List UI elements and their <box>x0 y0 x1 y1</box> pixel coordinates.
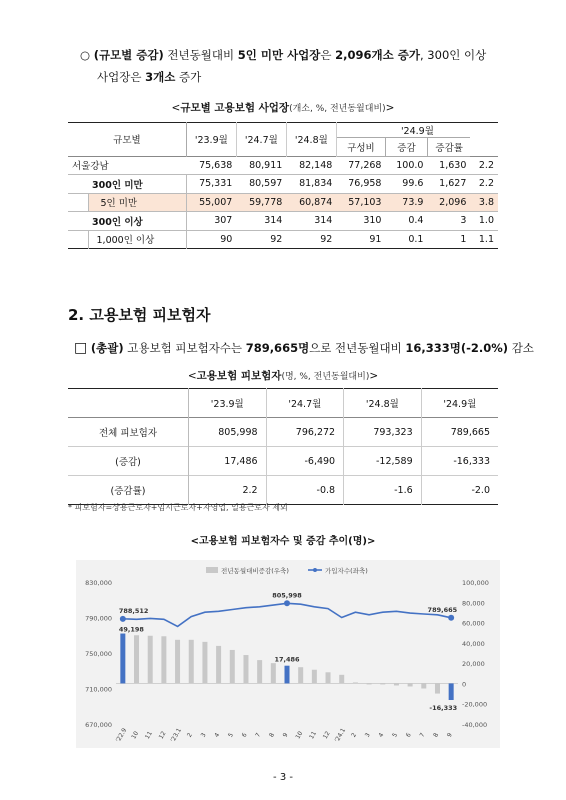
table-footnote: * 피보험자=상용근로자+임시근로자+자영업, 일용근로자 제외 <box>68 503 288 512</box>
y-right-tick-label: -20,000 <box>462 700 488 709</box>
x-tick-label: 7 <box>254 731 263 739</box>
chart-bar <box>243 655 248 683</box>
summary-bullet: ○ (규모별 증감) 전년동월대비 5인 미만 사업장은 2,096개소 증가, 300인 이상 사업장은 3개소 증가 <box>80 48 487 84</box>
chart-bar <box>298 667 303 683</box>
line-point <box>284 600 290 606</box>
row-label: (증감률) <box>68 476 189 505</box>
chart-bar <box>339 675 344 684</box>
y-left-tick-label: 750,000 <box>85 650 112 658</box>
line-point <box>120 616 126 622</box>
chart-bar <box>326 672 331 683</box>
chart-bar <box>189 640 194 684</box>
legend-label: 가입자수(좌축) <box>325 567 368 575</box>
table-row: 300인 이상 307 314 314 310 0.4 3 1.0 <box>68 212 498 231</box>
business-size-table <box>68 122 498 249</box>
x-tick-label: 5 <box>391 731 400 739</box>
y-left-tick-label: 710,000 <box>85 685 112 694</box>
checkbox-square-icon: □ <box>74 340 88 356</box>
x-tick-label: 10 <box>130 730 141 741</box>
table-row-highlight: 5인 미만 55,007 59,778 60,874 57,103 73.9 2,096 3.8 <box>68 193 498 212</box>
x-tick-label: 8 <box>432 731 441 739</box>
table-header: '24.9월 <box>336 123 498 138</box>
chart-bar <box>312 670 317 684</box>
legend-swatch-bar <box>206 567 218 573</box>
chart-bar <box>148 636 153 684</box>
x-tick-label: 4 <box>377 731 386 739</box>
table-row: 서울강남 75,638 80,911 82,148 77,268 100.0 1,630 2.2 <box>68 156 498 175</box>
x-tick-label: 3 <box>363 731 372 739</box>
chart-bar <box>271 663 276 683</box>
chart-bar <box>394 683 399 685</box>
insured-table <box>68 388 498 505</box>
x-tick-label: 11 <box>308 730 319 741</box>
chart-bar <box>380 683 385 684</box>
table-row: 300인 미만 75,331 80,597 81,834 76,958 99.6 1,627 2.2 <box>68 175 498 194</box>
chart-bar <box>421 683 426 688</box>
data-label: 805,998 <box>272 591 302 600</box>
chart-bar <box>435 683 440 693</box>
table2-caption: <고용보험 피보험자(명, %, 전년동월대비)> <box>187 370 379 382</box>
x-tick-label: 2 <box>350 731 359 739</box>
data-label: -16,333 <box>429 703 458 712</box>
x-tick-label: 12 <box>157 730 168 741</box>
x-tick-label: 9 <box>281 731 290 739</box>
row-label: 서울강남 <box>72 161 109 173</box>
table-row: 1,000인 이상 90 92 92 91 0.1 1 1.1 <box>68 230 498 249</box>
chart-caption: <고용보험 피보험자수 및 증감 추이(명)> <box>190 536 376 547</box>
chart-bar <box>257 660 262 683</box>
y-right-tick-label: 100,000 <box>462 579 489 587</box>
chart-bar <box>161 636 166 683</box>
x-tick-label: 11 <box>143 730 154 741</box>
table-row: (증감률) 2.2 -0.8 -1.6 -2.0 <box>68 476 498 505</box>
row-label: 1,000인 이상 <box>88 230 186 249</box>
x-tick-label: 4 <box>213 731 222 739</box>
table-header: 구성비 <box>336 138 385 157</box>
data-label: 789,665 <box>427 605 458 614</box>
circle-bullet-icon: ○ <box>80 48 91 62</box>
y-left-tick-label: 670,000 <box>85 721 112 729</box>
data-label: 49,198 <box>118 625 144 634</box>
chart-bar <box>120 634 125 684</box>
x-tick-label: '24.1 <box>333 726 348 744</box>
y-right-tick-label: 0 <box>462 680 467 689</box>
x-tick-label: 6 <box>404 731 413 739</box>
y-right-tick-label: 20,000 <box>462 660 485 669</box>
x-tick-label: 10 <box>294 730 305 741</box>
chart-bar <box>134 635 139 683</box>
y-right-tick-label: -40,000 <box>462 721 488 729</box>
chart-bar <box>230 650 235 683</box>
y-right-tick-label: 60,000 <box>462 619 485 628</box>
data-label: 17,486 <box>274 655 300 664</box>
x-tick-label: 5 <box>226 731 235 739</box>
summary-line: □ (총괄) 고용보험 피보험자수는 789,665명으로 전년동월대비 16,333명(-2.0%) 감소 <box>74 340 534 356</box>
row-label: 5인 미만 <box>88 193 186 212</box>
section-title: 2. 고용보험 피보험자 <box>68 306 211 324</box>
y-left-tick-label: 790,000 <box>85 614 112 623</box>
x-tick-label: '23.1 <box>169 726 184 744</box>
table1-caption: <규모별 고용보험 사업장(개소, %, 전년동월대비)> <box>171 102 395 114</box>
x-tick-label: 2 <box>185 731 194 739</box>
table-header: '23.9월 <box>186 123 236 157</box>
x-tick-label: 8 <box>268 731 277 739</box>
y-right-tick-label: 40,000 <box>462 639 485 648</box>
y-right-tick-label: 80,000 <box>462 599 485 608</box>
table-header: 규모별 <box>68 123 186 157</box>
x-tick-label: 7 <box>418 731 427 739</box>
table-header: '24.7월 <box>266 389 344 418</box>
x-tick-label: 6 <box>240 731 249 739</box>
table-header: 증감 <box>385 138 427 157</box>
row-label: (증감) <box>68 447 189 476</box>
row-label: 300인 이상 <box>88 212 186 231</box>
chart-svg <box>76 560 500 748</box>
series-line <box>123 603 451 626</box>
legend-label: 전년동월대비증감(우축) <box>221 567 289 575</box>
table-header: '24.8월 <box>344 389 422 418</box>
table-header: '24.8월 <box>286 123 336 157</box>
row-label: 전체 피보험자 <box>68 418 189 447</box>
insured-trend-chart <box>76 560 500 748</box>
legend-swatch-point <box>313 568 317 572</box>
page-number: - 3 - <box>273 772 293 783</box>
chart-bar <box>353 682 358 683</box>
table-header: 증감률 <box>427 138 470 157</box>
x-tick-label: 9 <box>445 731 454 739</box>
chart-bar <box>449 683 454 700</box>
table-header: '24.7월 <box>236 123 286 157</box>
chart-bar <box>216 646 221 684</box>
x-tick-label: 12 <box>321 730 332 741</box>
chart-bar <box>202 642 207 684</box>
chart-bar <box>285 666 290 684</box>
x-tick-label: '22.9 <box>114 726 129 744</box>
data-label: 788,512 <box>118 606 149 615</box>
y-left-tick-label: 830,000 <box>85 579 112 587</box>
line-point <box>448 615 454 621</box>
table-header: '24.9월 <box>443 399 477 410</box>
chart-bar <box>408 683 413 686</box>
chart-bar <box>367 683 372 684</box>
x-tick-label: 3 <box>199 731 208 739</box>
chart-bar <box>175 640 180 684</box>
table-header: '23.9월 <box>189 389 267 418</box>
row-label: 300인 미만 <box>88 175 186 194</box>
table-row: 전체 피보험자 805,998 796,272 793,323 789,665 <box>68 418 498 447</box>
table-row: (증감) 17,486 -6,490 -12,589 -16,333 <box>68 447 498 476</box>
